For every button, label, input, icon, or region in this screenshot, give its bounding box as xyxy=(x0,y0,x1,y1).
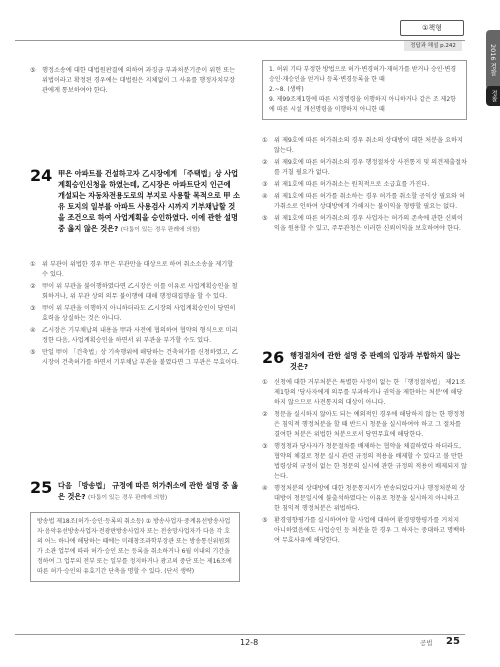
question-stem: 甲은 아파트를 건설하고자 乙시장에게 「주택법」상 사업계획승인신청을 하였는데, 乙시장은 아파트단지 인근에 개설되는 자동차전용도로의 부지로 사용할 목적으로 甲 소유 토지의 일부를 아파트 사용검사 시까지 기부채납할 것을 조건으로 하여 사업계획을 승인하였다. 이에 관한 설명 중 옳지 않은 것은? (다툼이 있는 경우 판례에 의함) xyxy=(58,169,240,233)
question-stem: 행정절차에 관한 설명 중 판례의 입장과 부합하지 않는 것은? xyxy=(290,351,461,371)
option-3[interactable]: ③ 甲이 위 부관을 이행하지 아니하더라도 乙시장의 사업계획승인이 당연히 효력을 상실하는 것은 아니다. xyxy=(30,305,236,322)
option-2[interactable]: ② 청문을 실시하지 않아도 되는 예외적인 경우에 해당하지 않는 한 행정청은 침익적 행정처분을 할 때 반드시 청문을 실시하여야 하고 그 절차를 결여한 처분은 위법한 처분으로서 당연무효에 해당한다. xyxy=(262,411,466,438)
question-25-box xyxy=(30,512,240,582)
question-26-options xyxy=(262,378,467,548)
option-1[interactable]: ① 위 부관이 위법한 경우 甲은 부관만을 대상으로 하여 취소소송을 제기할 수 있다. xyxy=(30,261,234,278)
question-26 xyxy=(262,350,467,372)
option-3[interactable]: ③ 행정청과 당사자가 청문절차를 배제하는 협약을 체결하였다 하더라도, 협약의 체결로 청문 실시 관련 규정의 적용을 배제할 수 있다고 볼 만한 법령상의 규정이 없는 한 청문의 실시에 관한 규정의 적용이 배제되지 않는다. xyxy=(262,443,468,480)
question-24-options xyxy=(30,260,240,370)
option-4[interactable]: ④ 위 제1호에 따른 허가를 취소하는 경우 허가를 취소할 공익상 필요와 허가취소로 인하여 상대방에게 가해지는 불이익을 형량할 필요는 없다. xyxy=(262,193,465,210)
question-24 xyxy=(30,168,240,236)
option-2[interactable]: ② 甲이 위 부관을 불이행하였다면 乙시장은 이를 이유로 사업계획승인을 철회하거나, 위 부관 상의 의무 불이행에 대해 행정대집행을 할 수 있다. xyxy=(30,283,238,300)
question-25 xyxy=(30,480,240,504)
footer-subject: 공법 xyxy=(420,639,433,647)
footer-page-number: 25 xyxy=(446,636,460,647)
question-stem: 다음 「방송법」 규정에 따른 허가취소에 관한 설명 중 옳은 것은? (다툼이 있는 경우 판례에 의함) xyxy=(58,481,239,501)
answer-ref-tag: 정답과 해설 p.242 xyxy=(404,41,462,51)
statute-box-continued: 1. 허위 기타 부정한 방법으로 허가·변경허가·재허가를 받거나 승인·변경승인·재승인을 얻거나 등록·변경등록을 한 때 2.~8. (생략) 9. 제99조제1항에 따른 시정명령을 이행하지 아니하거나 같은 조 제2항에 따른 시설 개선명령을 이행하지 아니한 때 xyxy=(262,60,467,120)
prev-question-option: ⑤ 행정소송에 대한 대법원판결에 의하여 과징금 부과처분기준이 위헌 또는 위법이라고 확정된 경우에는 대법원은 지체없이 그 사유를 행정자치부장관에게 통보하여야 한다. xyxy=(30,67,236,94)
booklet-type-label: ①책형 xyxy=(400,20,464,36)
option-4[interactable]: ④ 행정처분의 상대방에 대한 청문통지서가 반송되었다거나 행정처분의 상대방이 청문일시에 불출석하였다는 이유로 청문을 실시하지 아니하고 한 침익적 행정처분은 위법하다. xyxy=(262,485,466,512)
option-3[interactable]: ③ 위 제1호에 따른 허가취소는 원칙적으로 소급효를 가진다. xyxy=(262,181,430,188)
option-5[interactable]: ⑤ 환경영향평가를 실시하여야 할 사업에 대하여 환경영향평가를 거치지 아니하였음에도 사업승인 등 처분을 한 경우 그 하자는 중대하고 명백하여 무효사유에 해당한다. xyxy=(262,517,466,544)
option-1[interactable]: ① 신청에 대한 거부처분은 특별한 사정이 없는 한 「행정절차법」 제21조 제1항의 '당사자에게 의무를 부과하거나 권익을 제한하는 처분'에 해당하지 않으므로 사전통지의 대상이 아니다. xyxy=(262,379,466,406)
footer-page-code: 12-8 xyxy=(240,638,259,647)
question-25-options xyxy=(262,136,467,236)
option-1[interactable]: ① 위 제9호에 따른 허가취소의 경우 취소의 상대방이 대한 처분을 요하지 않는다. xyxy=(262,137,463,154)
option-5[interactable]: ⑤ 만일 甲이 「건축법」상 기속행위에 해당하는 건축허가를 신청하였고, 乙시장이 건축허가를 하면서 기부채납 부관을 붙였다면 그 부관은 무효이다. xyxy=(30,349,240,366)
side-tab-section: 경찰 xyxy=(486,86,500,106)
statute-continued xyxy=(262,60,467,120)
option-5[interactable]: ⑤ 위 제1호에 따른 허가취소의 경우 사업자는 허가의 존속에 관한 신뢰이익을 원용할 수 있고, 주무관청은 이러한 신뢰이익을 보호하여야 한다. xyxy=(262,215,463,232)
side-tab-year: 2016 경찰 xyxy=(486,30,500,90)
option-2[interactable]: ② 위 제9호에 따른 허가취소의 경우 행정절차상 사전통지 및 의견제출절차를 거칠 필요가 없다. xyxy=(262,159,468,176)
footer-rule xyxy=(15,634,465,635)
statute-box: 방송법 제18조(허가·승인·등록의 취소등) ① 방송사업자·중계유선방송사업자·음악유선방송사업자·전광판방송사업자 또는 전송망사업자가 다음 각 호의 어느 하나에 해당하는 때에는 미래창조과학부장관 또는 방송통신위원회가 소관 업무에 따라 허가·승인 또는 등록을 취소하거나 6월 이내의 기간을 정하여 그 업무의 전부 또는 일부를 정지하거나 광고의 중단 또는 제16조에 따른 허가·승인의 유효기간 단축을 명할 수 있다. (단서 생략) xyxy=(30,512,240,582)
option-4[interactable]: ④ 乙시장은 기부채납의 내용을 甲과 사전에 협의하여 협약의 형식으로 미리 정한 다음, 사업계획승인을 하면서 위 부관을 부가할 수도 있다. xyxy=(30,327,238,344)
left-column xyxy=(30,66,240,98)
header-rule xyxy=(15,40,465,41)
question-number: 25 xyxy=(30,478,53,497)
question-number: 26 xyxy=(262,348,285,367)
question-number: 24 xyxy=(30,166,53,185)
